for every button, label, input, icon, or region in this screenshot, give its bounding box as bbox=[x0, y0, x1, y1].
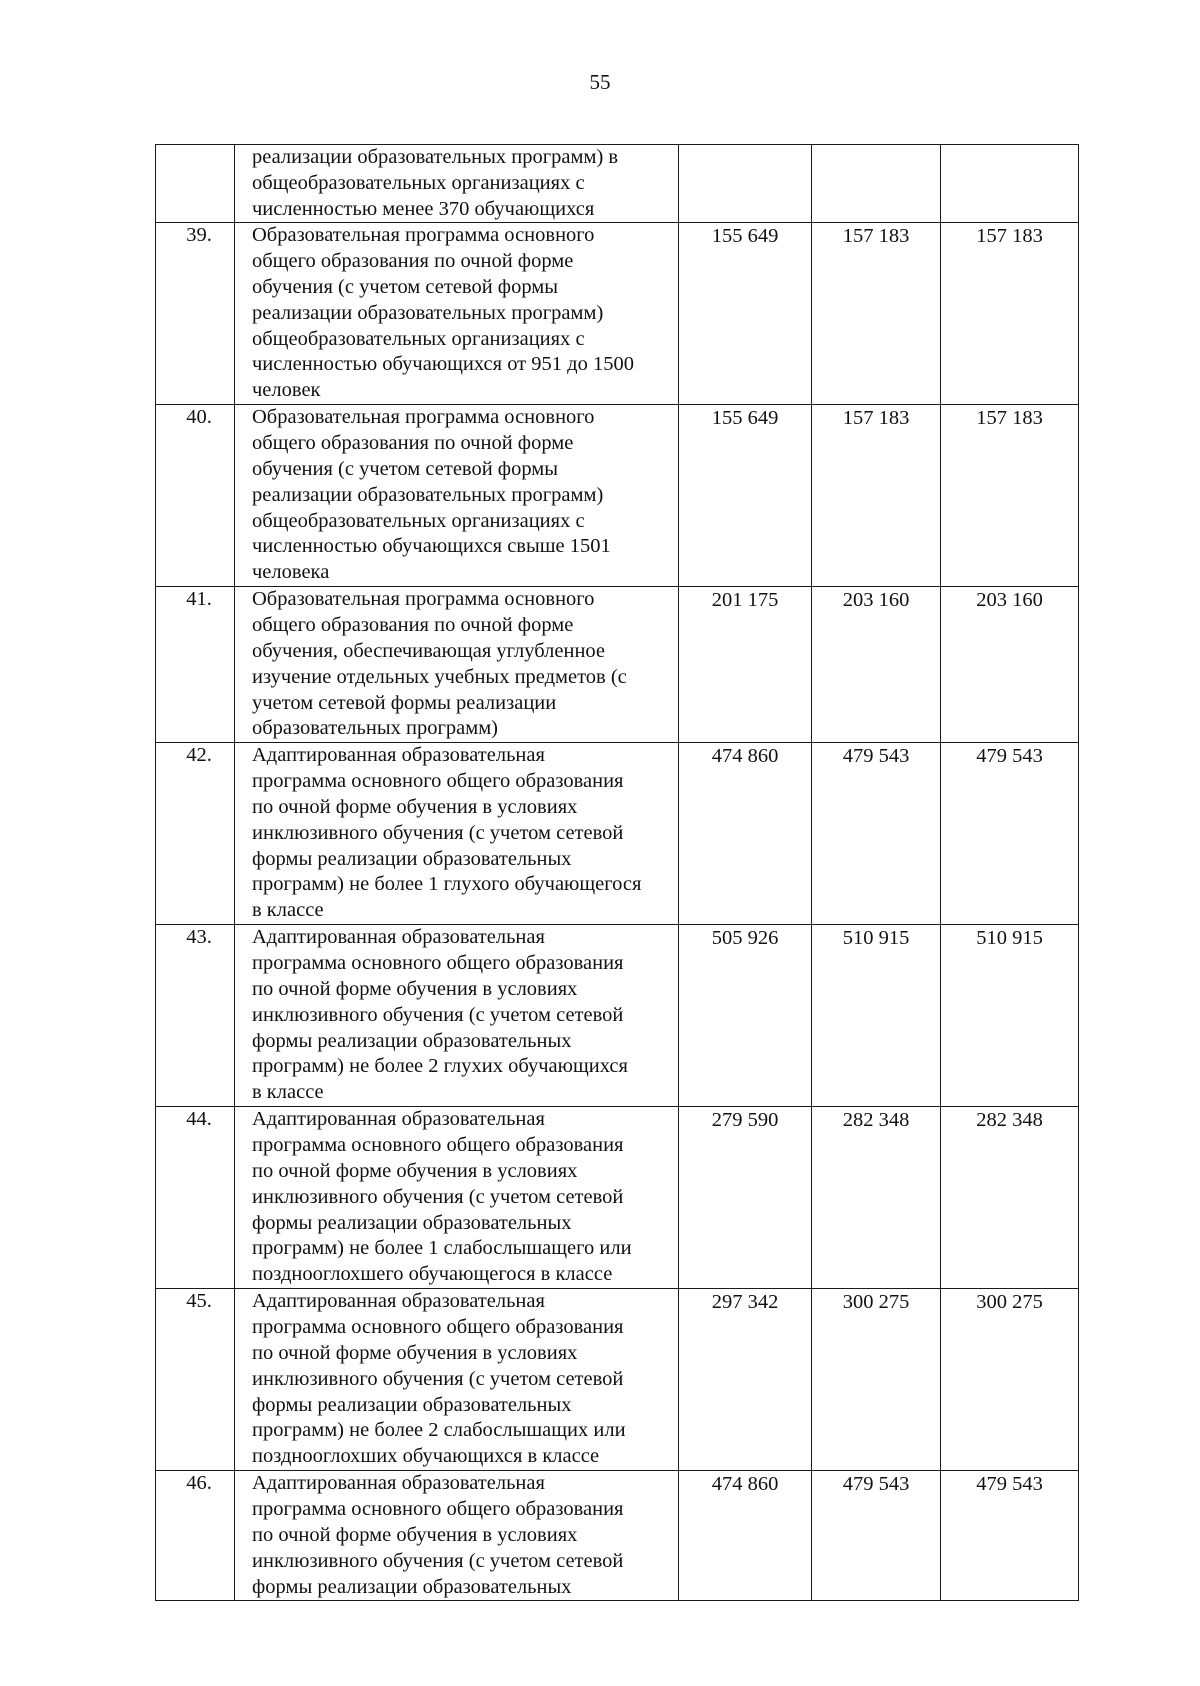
description-line: Адаптированная образовательная bbox=[252, 1472, 545, 1495]
description-line: по очной форме обучения в условиях bbox=[252, 1159, 578, 1182]
value-col-3: 479 543 bbox=[941, 1471, 1079, 1601]
value-col-2: 300 275 bbox=[812, 1289, 941, 1471]
description-line: программа основного общего образования bbox=[252, 770, 624, 793]
description-line: общеобразовательных организациях с bbox=[252, 509, 585, 532]
value-col-2: 479 543 bbox=[812, 743, 941, 925]
description-line: формы реализации образовательных bbox=[252, 847, 572, 870]
row-number: 44. bbox=[156, 1107, 235, 1289]
value-col-1: 155 649 bbox=[679, 223, 812, 405]
row-number: 40. bbox=[156, 405, 235, 587]
description-line: численностью менее 370 обучающихся bbox=[252, 197, 595, 220]
page-number: 55 bbox=[589, 70, 611, 94]
value-col-1 bbox=[679, 145, 812, 223]
value-col-1: 201 175 bbox=[679, 587, 812, 743]
value-col-1: 474 860 bbox=[679, 1471, 812, 1601]
row-number: 46. bbox=[156, 1471, 235, 1601]
value-col-3: 157 183 bbox=[941, 405, 1079, 587]
row-description bbox=[235, 1471, 679, 1601]
description-line: инклюзивного обучения (с учетом сетевой bbox=[252, 1185, 624, 1208]
description-line: программ) не более 1 глухого обучающегося bbox=[252, 873, 642, 896]
description-line: Адаптированная образовательная bbox=[252, 1108, 545, 1131]
description-line: формы реализации образовательных bbox=[252, 1575, 572, 1598]
value-col-2: 157 183 bbox=[812, 405, 941, 587]
description-line: обучения, обеспечивающая углубленное bbox=[252, 639, 606, 662]
description-line: образовательных программ) bbox=[252, 717, 498, 740]
description-line: человек bbox=[252, 379, 321, 402]
description-line: программа основного общего образования bbox=[252, 1316, 624, 1339]
value-col-2: 157 183 bbox=[812, 223, 941, 405]
description-line: программ) не более 1 слабослышащего или bbox=[252, 1237, 632, 1260]
description-line: программа основного общего образования bbox=[252, 1498, 624, 1521]
row-number: 45. bbox=[156, 1289, 235, 1471]
value-col-3: 282 348 bbox=[941, 1107, 1079, 1289]
table-row bbox=[156, 1471, 1079, 1601]
description-line: по очной форме обучения в условиях bbox=[252, 1523, 578, 1546]
description-line: реализации образовательных программ) bbox=[252, 301, 604, 324]
row-description bbox=[235, 1107, 679, 1289]
table-row bbox=[156, 1289, 1079, 1471]
description-line: формы реализации образовательных bbox=[252, 1211, 572, 1234]
row-description bbox=[235, 587, 679, 743]
description-line: программ) не более 2 глухих обучающихся bbox=[252, 1055, 628, 1078]
description-line: общего образования по очной форме bbox=[252, 432, 574, 455]
value-col-3: 203 160 bbox=[941, 587, 1079, 743]
table-row bbox=[156, 145, 1079, 223]
description-line: реализации образовательных программ) в bbox=[252, 146, 619, 168]
description-line: инклюзивного обучения (с учетом сетевой bbox=[252, 821, 624, 844]
value-col-2: 479 543 bbox=[812, 1471, 941, 1601]
row-number: 41. bbox=[156, 587, 235, 743]
description-line: обучения (с учетом сетевой формы bbox=[252, 275, 559, 298]
description-line: общего образования по очной форме bbox=[252, 250, 574, 273]
row-number: 39. bbox=[156, 223, 235, 405]
value-col-2: 282 348 bbox=[812, 1107, 941, 1289]
description-line: изучение отдельных учебных предметов (с bbox=[252, 665, 627, 688]
row-description bbox=[235, 223, 679, 405]
row-number bbox=[156, 145, 235, 223]
value-col-2: 203 160 bbox=[812, 587, 941, 743]
table-row bbox=[156, 743, 1079, 925]
description-line: численностью обучающихся свыше 1501 bbox=[252, 535, 611, 558]
description-line: инклюзивного обучения (с учетом сетевой bbox=[252, 1367, 624, 1390]
description-line: в классе bbox=[252, 899, 324, 922]
description-line: обучения (с учетом сетевой формы bbox=[252, 457, 559, 480]
description-line: общего образования по очной форме bbox=[252, 614, 574, 637]
value-col-2: 510 915 bbox=[812, 925, 941, 1107]
description-line: по очной форме обучения в условиях bbox=[252, 1341, 578, 1364]
value-col-1: 505 926 bbox=[679, 925, 812, 1107]
description-line: Адаптированная образовательная bbox=[252, 744, 545, 767]
description-line: Адаптированная образовательная bbox=[252, 926, 545, 949]
description-line: по очной форме обучения в условиях bbox=[252, 977, 578, 1000]
description-line: инклюзивного обучения (с учетом сетевой bbox=[252, 1003, 624, 1026]
value-col-3 bbox=[941, 145, 1079, 223]
description-line: реализации образовательных программ) bbox=[252, 483, 604, 506]
description-line: численностью обучающихся от 951 до 1500 bbox=[252, 353, 634, 376]
description-line: инклюзивного обучения (с учетом сетевой bbox=[252, 1549, 624, 1572]
description-line: позднооглохших обучающихся в классе bbox=[252, 1445, 600, 1468]
row-description bbox=[235, 743, 679, 925]
description-line: по очной форме обучения в условиях bbox=[252, 795, 578, 818]
description-line: программ) не более 2 слабослышащих или bbox=[252, 1419, 626, 1442]
row-description bbox=[235, 925, 679, 1107]
value-col-3: 300 275 bbox=[941, 1289, 1079, 1471]
row-description bbox=[235, 145, 679, 223]
description-line: программа основного общего образования bbox=[252, 1134, 624, 1157]
value-col-1: 279 590 bbox=[679, 1107, 812, 1289]
description-line: Образовательная программа основного bbox=[252, 406, 595, 429]
description-line: человека bbox=[252, 561, 330, 584]
value-col-3: 510 915 bbox=[941, 925, 1079, 1107]
row-description bbox=[235, 1289, 679, 1471]
table-row bbox=[156, 587, 1079, 743]
table-row bbox=[156, 405, 1079, 587]
description-line: общеобразовательных организациях с bbox=[252, 327, 585, 350]
value-col-1: 155 649 bbox=[679, 405, 812, 587]
value-col-1: 474 860 bbox=[679, 743, 812, 925]
tariff-table bbox=[155, 144, 1079, 1601]
table-body bbox=[156, 145, 1079, 1601]
value-col-2 bbox=[812, 145, 941, 223]
row-description bbox=[235, 405, 679, 587]
description-line: формы реализации образовательных bbox=[252, 1393, 572, 1416]
description-line: Образовательная программа основного bbox=[252, 588, 595, 611]
description-line: Образовательная программа основного bbox=[252, 224, 595, 247]
description-line: позднооглохшего обучающегося в классе bbox=[252, 1263, 613, 1286]
table-row bbox=[156, 1107, 1079, 1289]
description-line: в классе bbox=[252, 1081, 324, 1104]
row-number: 43. bbox=[156, 925, 235, 1107]
description-line: Адаптированная образовательная bbox=[252, 1290, 545, 1313]
value-col-3: 479 543 bbox=[941, 743, 1079, 925]
table-row bbox=[156, 223, 1079, 405]
value-col-3: 157 183 bbox=[941, 223, 1079, 405]
description-line: программа основного общего образования bbox=[252, 952, 624, 975]
description-line: формы реализации образовательных bbox=[252, 1029, 572, 1052]
row-number: 42. bbox=[156, 743, 235, 925]
value-col-1: 297 342 bbox=[679, 1289, 812, 1471]
description-line: общеобразовательных организациях с bbox=[252, 171, 585, 194]
table-row bbox=[156, 925, 1079, 1107]
description-line: учетом сетевой формы реализации bbox=[252, 691, 557, 714]
